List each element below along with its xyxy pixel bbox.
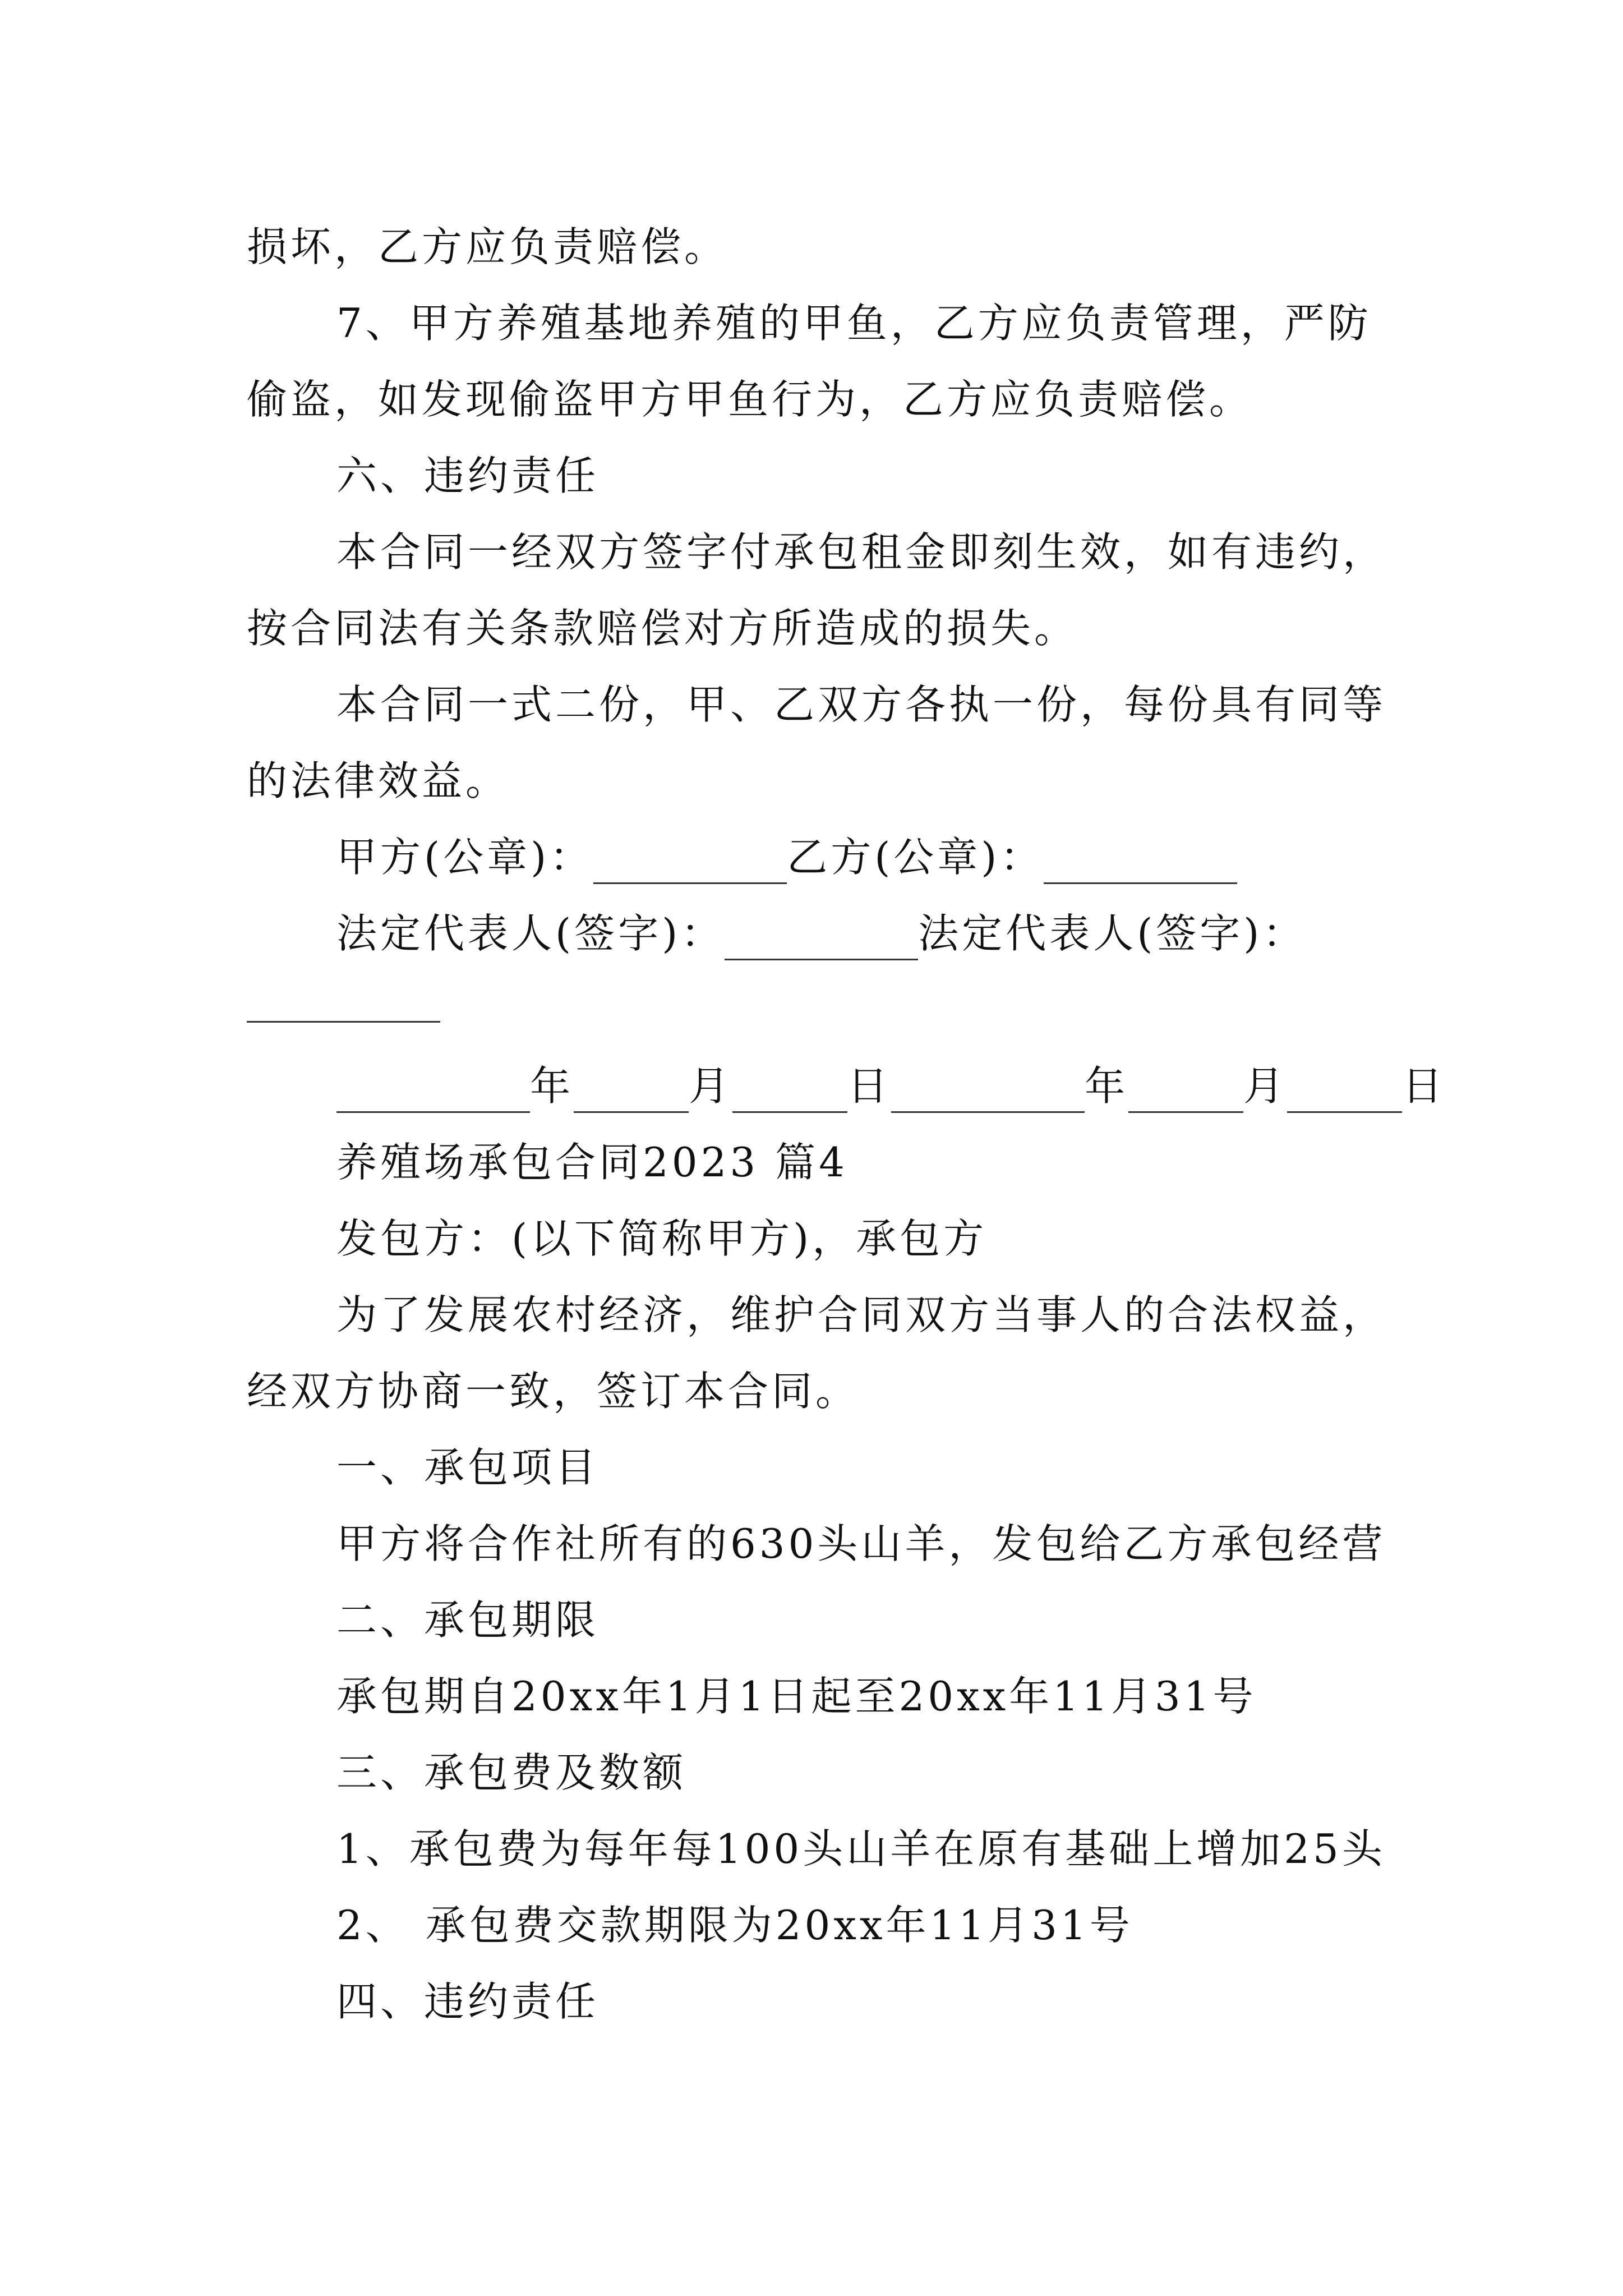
text-line: 2、 承包费交款期限为20xx年11月31号 bbox=[336, 1902, 1133, 1949]
rep-a-blank bbox=[725, 919, 918, 960]
year-label: 年 bbox=[530, 1062, 574, 1110]
text-line: 承包期自20xx年1月1日起至20xx年11月31号 bbox=[336, 1673, 1257, 1720]
section-heading: 一、承包项目 bbox=[336, 1444, 600, 1491]
contract-title: 养殖场承包合同2023 篇4 bbox=[336, 1139, 848, 1186]
text-line: 1、承包费为每年每100头山羊在原有基础上增加25头 bbox=[336, 1825, 1386, 1872]
date-line bbox=[336, 1059, 1446, 1113]
date-a-day-blank bbox=[732, 1072, 847, 1113]
text-line: 按合同法有关条款赔偿对方所造成的损失。 bbox=[247, 605, 1078, 652]
text-line: 本合同一式二份，甲、乙双方各执一份，每份具有同等 bbox=[336, 681, 1387, 728]
section-heading: 三、承包费及数额 bbox=[336, 1749, 687, 1796]
date-a-month-blank bbox=[574, 1072, 689, 1113]
signature-line bbox=[336, 907, 1306, 960]
text-line: 偷盗，如发现偷盗甲方甲鱼行为，乙方应负责赔偿。 bbox=[247, 376, 1253, 423]
year-label: 年 bbox=[1085, 1062, 1129, 1110]
date-b-year-blank bbox=[891, 1072, 1085, 1113]
section-heading: 六、违约责任 bbox=[336, 452, 600, 499]
text-line: 甲方将合作社所有的630头山羊，发包给乙方承包经营 bbox=[336, 1520, 1386, 1567]
text-line: 发包方：(以下简称甲方)，承包方 bbox=[336, 1215, 988, 1262]
text-line: 7、甲方养殖基地养殖的甲鱼，乙方应负责管理，严防 bbox=[336, 300, 1372, 347]
text-line: 本合同一经双方签字付承包租金即刻生效，如有违约， bbox=[336, 528, 1387, 576]
date-b-month-blank bbox=[1128, 1072, 1243, 1113]
text-line: 经双方协商一致，签订本合同。 bbox=[247, 1368, 860, 1415]
party-a-seal-blank bbox=[593, 843, 787, 884]
rep-a-label: 法定代表人(签字)： bbox=[336, 910, 725, 957]
month-label: 月 bbox=[689, 1062, 733, 1110]
date-b-day-blank bbox=[1287, 1072, 1402, 1113]
party-a-seal-label: 甲方(公章)： bbox=[336, 834, 594, 881]
day-label: 日 bbox=[847, 1062, 892, 1110]
text-line: 的法律效益。 bbox=[247, 757, 510, 804]
rep-b-label: 法定代表人(签字)： bbox=[918, 910, 1307, 957]
text-line: 损坏，乙方应负责赔偿。 bbox=[247, 223, 728, 270]
rep-b-blank bbox=[247, 1021, 440, 1023]
section-heading: 四、违约责任 bbox=[336, 1978, 600, 2025]
text-line: 为了发展农村经济，维护合同双方当事人的合法权益， bbox=[336, 1291, 1387, 1338]
month-label: 月 bbox=[1243, 1062, 1288, 1110]
date-a-year-blank bbox=[336, 1072, 530, 1113]
section-heading: 二、承包期限 bbox=[336, 1596, 600, 1644]
seal-line bbox=[336, 830, 1237, 884]
party-b-seal-label: 乙方(公章)： bbox=[787, 834, 1044, 881]
party-b-seal-blank bbox=[1044, 843, 1237, 884]
day-label: 日 bbox=[1402, 1062, 1446, 1110]
